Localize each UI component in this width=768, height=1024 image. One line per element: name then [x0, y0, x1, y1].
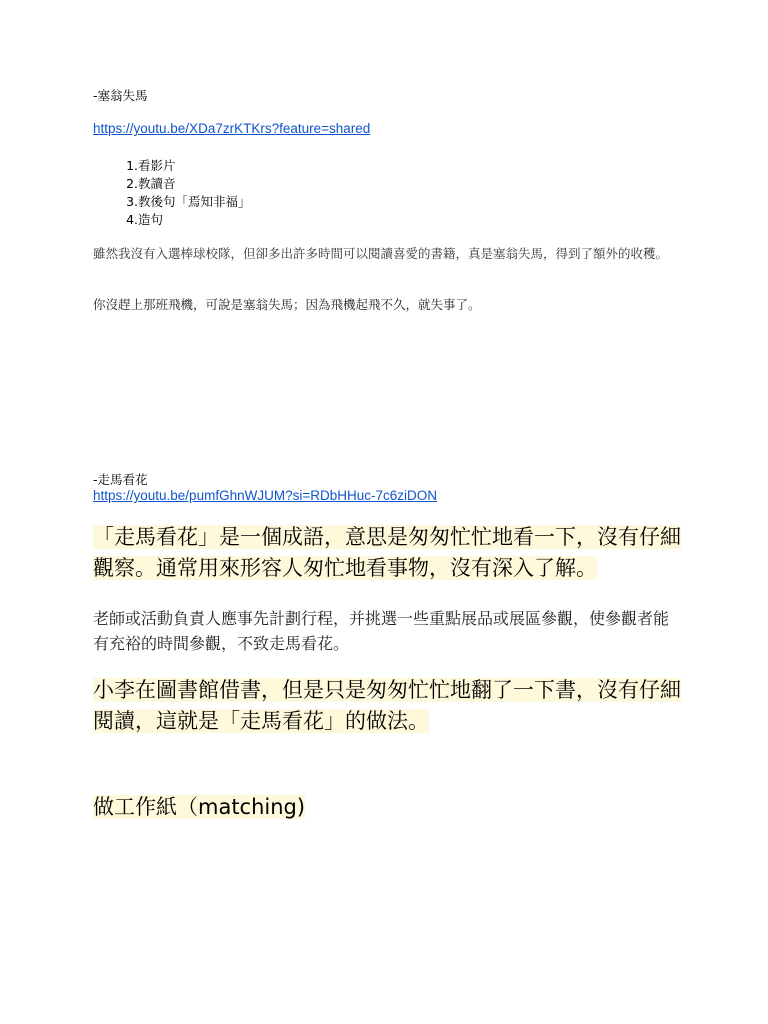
highlighted-text: 做工作紙（matching)	[93, 795, 306, 819]
list-number: 4.	[126, 212, 138, 227]
list-text: 教後句「焉知非福」	[138, 194, 251, 209]
worksheet-heading	[93, 792, 305, 823]
list-item	[93, 193, 251, 211]
list-item	[93, 157, 251, 175]
list-number: 3.	[126, 194, 138, 209]
highlighted-text: 「走馬看花」是一個成語，意思是匆匆忙忙地看一下，沒有仔細觀察。通常用來形容人匆忙地看事物，沒有深入了解。	[93, 525, 681, 580]
list-number: 2.	[126, 176, 138, 191]
section1-heading: -塞翁失馬	[93, 88, 148, 103]
section2-example-2	[93, 675, 683, 737]
section2-heading: -走馬看花	[93, 472, 148, 487]
section2-definition	[93, 522, 683, 584]
list-number: 1.	[126, 158, 138, 173]
list-item	[93, 175, 251, 193]
section2-example-1: 老師或活動負責人應事先計劃行程，并挑選一些重點展品或展區參觀，使參觀者能有充裕的時間參觀，不致走馬看花。	[93, 609, 670, 653]
list-item	[93, 211, 251, 229]
list-text: 看影片	[138, 158, 176, 173]
list-text: 造句	[138, 212, 164, 227]
section1-example-2: 你沒趕上那班飛機，可說是塞翁失馬；因為飛機起飛不久，就失事了。	[93, 297, 481, 312]
section1-example-1: 雖然我沒有入選棒球校隊，但卻多出許多時間可以閱讀喜愛的書籍，真是塞翁失馬，得到了額外的收穫。	[93, 246, 669, 261]
section2-video-link[interactable]: https://youtu.be/pumfGhnWJUM?si=RDbHHuc-7c6ziDON	[93, 488, 437, 503]
list-text: 教讀音	[138, 176, 176, 191]
section1-video-link[interactable]: https://youtu.be/XDa7zrKTKrs?feature=shared	[93, 121, 371, 136]
highlighted-text: 小李在圖書館借書，但是只是匆匆忙忙地翻了一下書，沒有仔細閱讀，這就是「走馬看花」的做法。	[93, 678, 681, 733]
section1-steps-list	[93, 157, 251, 229]
